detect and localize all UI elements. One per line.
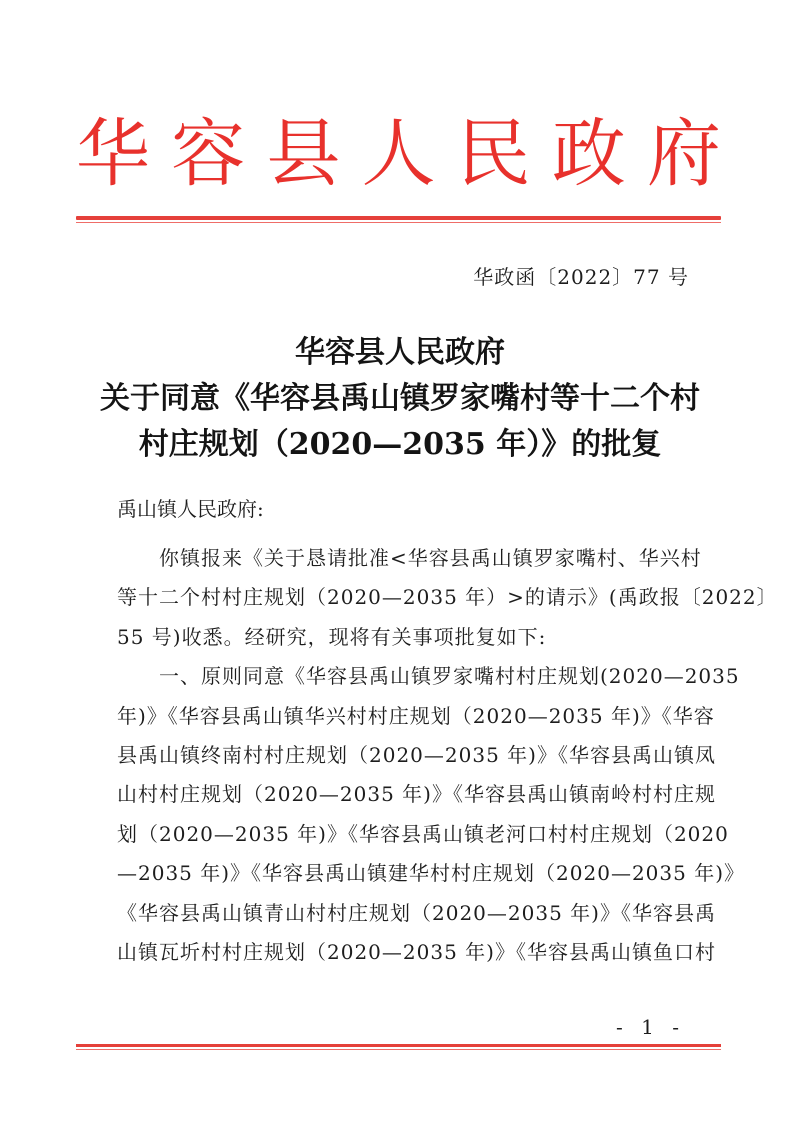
masthead-char: 政 [551, 111, 626, 197]
footer-divider [76, 1044, 721, 1047]
title-line-3: 村庄规划（2020—2035 年）》的批复 [138, 427, 662, 462]
title-line-2: 关于同意《华容县禹山镇罗家嘴村等十二个村 [100, 381, 700, 416]
body-line: 等十二个村村庄规划（2020—2035 年）>的请示》(禹政报〔2022〕 [117, 585, 778, 610]
masthead-char: 县 [266, 111, 341, 197]
body-line: 你镇报来《关于恳请批准<华容县禹山镇罗家嘴村、华兴村 [117, 546, 702, 570]
body-line: 山村村庄规划（2020—2035 年)》《华容县禹山镇南岭村村庄规 [117, 782, 716, 807]
body-line: 山镇瓦圻村村庄规划（2020—2035 年)》《华容县禹山镇鱼口村 [117, 939, 716, 964]
masthead-char: 民 [456, 111, 531, 197]
masthead-divider [76, 216, 721, 220]
masthead-char: 人 [361, 111, 436, 197]
document-title [70, 330, 730, 468]
body-line: 划（2020—2035 年)》《华容县禹山镇老河口村村庄规划（2020 [117, 821, 729, 846]
page-number: - 1 - [616, 1015, 685, 1039]
title-line-1: 华容县人民政府 [295, 335, 505, 370]
body-line: 55 号)收悉。经研究，现将有关事项批复如下: [117, 624, 547, 649]
document-number: 华政函〔2022〕77 号 [473, 265, 689, 289]
body-line: 年)》《华容县禹山镇华兴村村庄规划（2020—2035 年)》《华容 [117, 703, 715, 728]
body-line: 一、原则同意《华容县禹山镇罗家嘴村村庄规划(2020—2035 [117, 664, 740, 689]
masthead-char: 容 [171, 111, 246, 197]
body-line: —2035 年)》《华容县禹山镇建华村村庄规划（2020—2035 年)》 [117, 861, 746, 886]
masthead [76, 104, 721, 204]
body-text [117, 539, 778, 972]
addressee: 禹山镇人民政府: [117, 497, 264, 521]
body-line: 县禹山镇终南村村庄规划（2020—2035 年)》《华容县禹山镇凤 [117, 742, 716, 767]
masthead-char: 华 [76, 111, 150, 197]
masthead-char: 府 [646, 111, 721, 197]
body-line: 《华容县禹山镇青山村村庄规划（2020—2035 年)》《华容县禹 [117, 900, 716, 925]
